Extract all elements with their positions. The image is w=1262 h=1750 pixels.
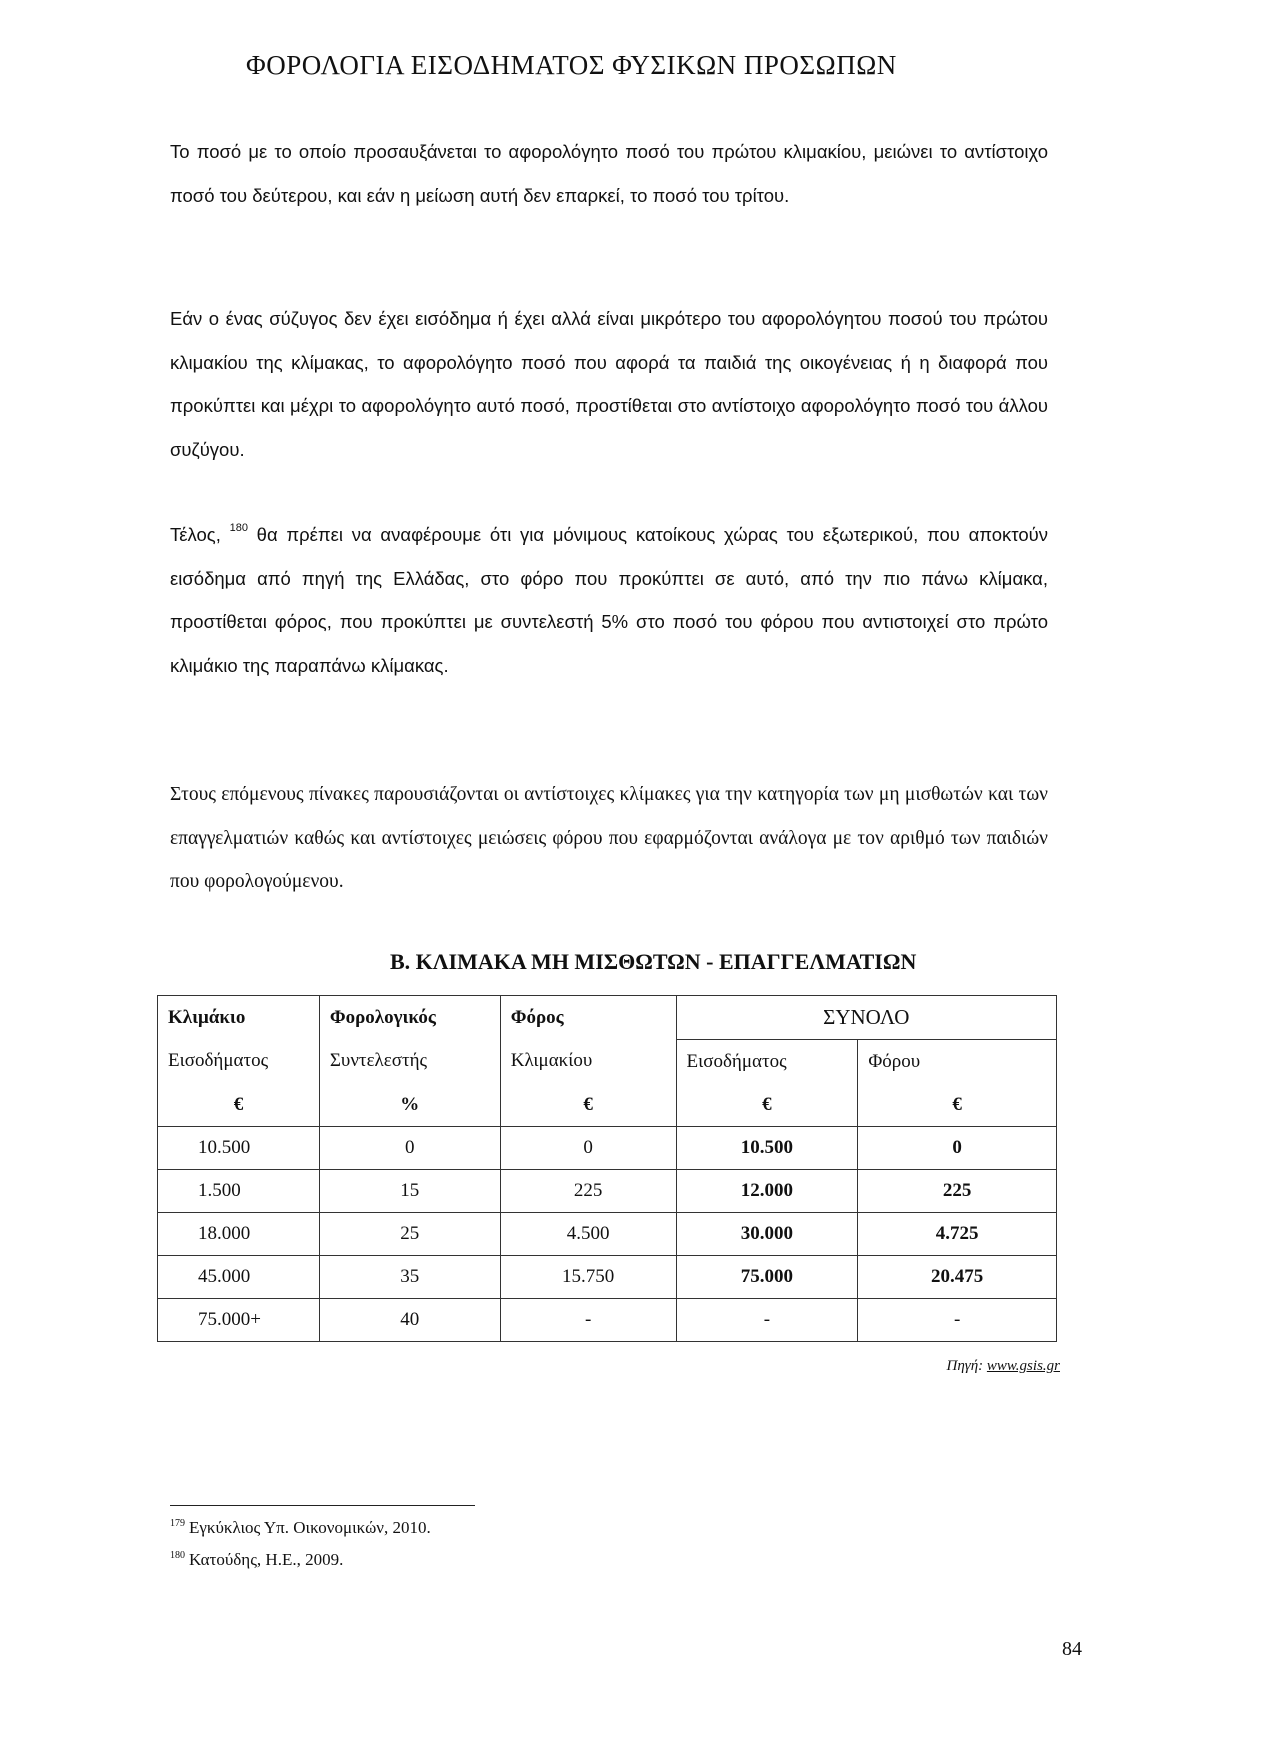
col-subheader-income: Εισοδήματος <box>158 1040 320 1084</box>
paragraph-3 <box>170 513 1048 687</box>
running-header: ΦΟΡΟΛΟΓΙΑ ΕΙΣΟΔΗΜΑΤΟΣ ΦΥΣΙΚΩΝ ΠΡΟΣΩΠΩΝ <box>246 50 897 80</box>
cell-rate: 40 <box>319 1299 500 1342</box>
cell-bracket: 10.500 <box>158 1127 320 1170</box>
footnote-text: Κατούδης, Η.Ε., 2009. <box>189 1550 344 1569</box>
cell-total-tax: - <box>858 1299 1057 1342</box>
col-subheader-rate: Συντελεστής <box>319 1040 500 1084</box>
table-title: Β. ΚΛΙΜΑΚΑ ΜΗ ΜΙΣΘΩΤΩΝ - ΕΠΑΓΓΕΛΜΑΤΙΩΝ <box>390 949 917 974</box>
paragraph-1: Το ποσό με το οποίο προσαυξάνεται το αφορολόγητο ποσό του πρώτου κλιμακίου, μειώνει το αντίστοιχο ποσό του δεύτερου, και εάν η μείωση αυτή δεν επαρκεί, το ποσό του τρίτου. <box>170 141 1048 206</box>
cell-bracket: 18.000 <box>158 1213 320 1256</box>
cell-total-tax: 4.725 <box>858 1213 1057 1256</box>
table-header-row-3 <box>158 1083 1057 1127</box>
unit-euro: € <box>676 1083 858 1127</box>
cell-total-income: - <box>676 1299 858 1342</box>
cell-total-income: 75.000 <box>676 1256 858 1299</box>
paragraph-2: Εάν ο ένας σύζυγος δεν έχει εισόδημα ή έχει αλλά είναι μικρότερο του αφορολόγητου ποσού του πρώτου κλιμακίου της κλίμακας, το αφορολόγητο ποσό που αφορά τα παιδιά της οικογένειας ή η διαφορά που προκύπτει και μέχρι το αφορολόγητο αυτό ποσό, προστίθεται στο αντίστοιχο αφορολόγητο ποσό του άλλου συζύγου. <box>170 308 1048 460</box>
cell-total-income: 12.000 <box>676 1170 858 1213</box>
table-source <box>870 1358 1060 1375</box>
cell-bracket: 1.500 <box>158 1170 320 1213</box>
cell-bracket: 45.000 <box>158 1256 320 1299</box>
footnote-179 <box>170 1518 431 1538</box>
footnote-number: 179 <box>170 1518 185 1530</box>
col-subheader-total-tax: Φόρου <box>858 1040 1057 1084</box>
footnote-text: Εγκύκλιος Υπ. Οικονομικών, 2010. <box>189 1518 431 1537</box>
col-header-total: ΣΥΝΟΛΟ <box>676 996 1057 1040</box>
col-header-tax: Φόρος <box>500 996 676 1040</box>
cell-bracket: 75.000+ <box>158 1299 320 1342</box>
cell-tax: 4.500 <box>500 1213 676 1256</box>
cell-tax: - <box>500 1299 676 1342</box>
cell-tax: 15.750 <box>500 1256 676 1299</box>
paragraph-4: Στους επόμενους πίνακες παρουσιάζονται οι αντίστοιχες κλίμακες για την κατηγορία των μη μισθωτών και των επαγγελματιών καθώς και αντίστοιχες μειώσεις φόρου που εφαρμόζονται ανάλογα με τον αριθμό των παιδιών που φορολογούμενου. <box>170 784 1048 892</box>
paragraph-3-rest: θα πρέπει να αναφέρουμε ότι για μόνιμους κατοίκους χώρας του εξωτερικού, που αποκτούν εισόδημα από πηγή της Ελλάδας, στο φόρο που προκύπτει σε αυτό, από την πιο πάνω κλίμακα, προστίθεται φόρος, που προκύπτει με συντελεστή 5% στο ποσό του φόρου που αντιστοιχεί στο πρώτο κλιμάκιο της παραπάνω κλίμακας. <box>170 524 1049 676</box>
unit-euro: € <box>500 1083 676 1127</box>
page-number: 84 <box>1062 1638 1082 1660</box>
tax-scale-table <box>157 995 1057 1342</box>
cell-total-income: 10.500 <box>676 1127 858 1170</box>
table-row <box>158 1170 1057 1213</box>
source-link[interactable]: www.gsis.gr <box>986 1358 1060 1374</box>
table-header-row-1 <box>158 996 1057 1040</box>
cell-rate: 25 <box>319 1213 500 1256</box>
footnote-divider <box>170 1505 475 1506</box>
table-row <box>158 1299 1057 1342</box>
cell-rate: 0 <box>319 1127 500 1170</box>
unit-euro: € <box>158 1083 320 1127</box>
unit-percent: % <box>319 1083 500 1127</box>
cell-total-income: 30.000 <box>676 1213 858 1256</box>
footnote-180 <box>170 1550 343 1570</box>
cell-rate: 35 <box>319 1256 500 1299</box>
col-subheader-bracket-tax: Κλιμακίου <box>500 1040 676 1084</box>
table-row <box>158 1127 1057 1170</box>
cell-tax: 225 <box>500 1170 676 1213</box>
table-header-row-2 <box>158 1040 1057 1084</box>
col-header-rate: Φορολογικός <box>319 996 500 1040</box>
table-row <box>158 1213 1057 1256</box>
paragraph-3-start: Τέλος, <box>170 524 221 545</box>
cell-rate: 15 <box>319 1170 500 1213</box>
cell-tax: 0 <box>500 1127 676 1170</box>
unit-euro: € <box>858 1083 1057 1127</box>
col-header-bracket: Κλιμάκιο <box>158 996 320 1040</box>
cell-total-tax: 20.475 <box>858 1256 1057 1299</box>
table-row <box>158 1256 1057 1299</box>
col-subheader-total-income: Εισοδήματος <box>676 1040 858 1084</box>
cell-total-tax: 225 <box>858 1170 1057 1213</box>
cell-total-tax: 0 <box>858 1127 1057 1170</box>
source-label: Πηγή: <box>946 1358 984 1374</box>
footnote-number: 180 <box>170 1550 185 1562</box>
footnote-ref-180[interactable]: 180 <box>229 522 248 534</box>
